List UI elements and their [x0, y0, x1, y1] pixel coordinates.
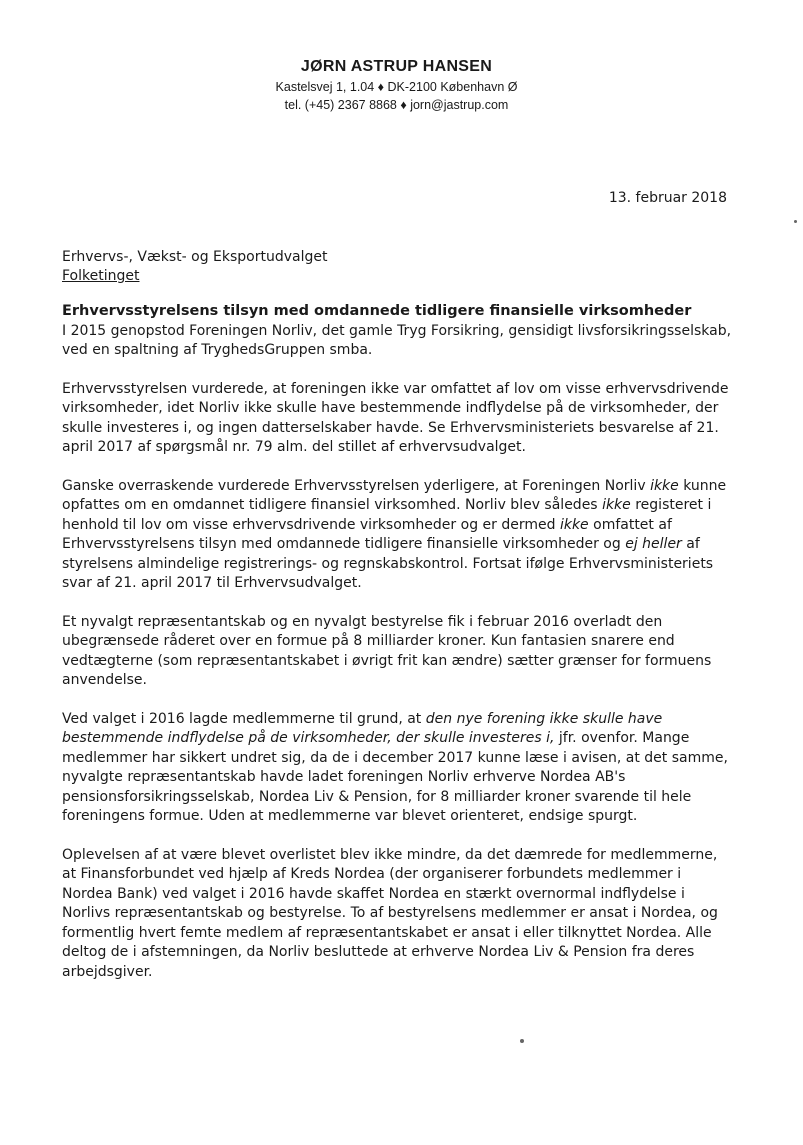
recipient-committee: Erhvervs-, Vækst- og Eksportudvalget — [62, 249, 328, 265]
paragraph-1: I 2015 genopstod Foreningen Norliv, det gamle Tryg Forsikring, gensidigt livsforsikringsselskab, ved en spaltning af TryghedsGruppen smba. — [62, 322, 732, 358]
sender-address: Kastelsvej 1, 1.04 ♦ DK-2100 København Ø — [275, 80, 518, 94]
p5-text-a: Ved valget i 2016 lagde medlemmerne til grund, at — [62, 710, 426, 727]
p5-italic-1: den nye forening ikke skulle have bestemmende indflydelse på de virksomheder, der skulle investeres i, — [62, 710, 663, 746]
letter-date: 13. februar 2018 — [608, 190, 727, 206]
paragraph-4: Et nyvalgt repræsentantskab og en nyvalgt bestyrelse fik i februar 2016 overladt den ubegrænsede råderet over en formue på 8 milliarder kroner. Kun fantasien snarere end vedtægterne (som repræsentantskabet i øvrigt frit kan ændre) sætter grænser for formuens anvendelse. — [62, 613, 712, 688]
p3-italic-3: ikke — [559, 516, 589, 533]
recipient-parliament: Folketinget — [62, 268, 140, 284]
p3-italic-4: ej heller — [625, 536, 682, 552]
recipient-block — [62, 248, 327, 286]
paragraph-3 — [62, 477, 732, 594]
p3-text-d: omfattet af Erhvervsstyrelsens tilsyn med omdannede tidligere finansielle virksomheder og — [62, 516, 672, 552]
p3-italic-2: ikke — [602, 497, 631, 513]
paragraph-5 — [62, 710, 732, 827]
p3-text-b: kunne opfattes om en omdannet tidligere finansiel virksomhed. Norliv blev således — [62, 477, 727, 513]
p3-text-e: af styrelsens almindelige registrerings- og regnskabskontrol. Fortsat ifølge Erhvervsministeriets svar af 21. april 2017 til Erhvervsudvalget. — [62, 536, 714, 591]
scan-speck — [794, 220, 797, 223]
sender-contact: tel. (+45) 2367 8868 ♦ jorn@jastrup.com — [284, 98, 509, 112]
letter-heading: Erhvervsstyrelsens tilsyn med omdannede tidligere finansielle virksomheder — [62, 303, 692, 319]
p3-text-a: Ganske overraskende vurderede Erhvervsstyrelsen yderligere, at Foreningen Norliv — [62, 477, 651, 494]
sender-name: JØRN ASTRUP HANSEN — [300, 58, 493, 75]
scan-speck — [520, 1039, 524, 1043]
paragraph-6: Oplevelsen af at være blevet overlistet blev ikke mindre, da det dæmrede for medlemmerne, at Finansforbundet ved hjælp af Kreds Nordea (der organiserer forbundets medlemmer i Nordea Bank) ved valget i 2016 havde skaffet Nordea en stærkt overnormal indflydelse i Norlivs repræsentantskab og bestyrelse. To af bestyrelsens medlemmer er ansat i Nordea, og formentlig hvert femte medlem af repræsentantskabet er ansat i eller tilknyttet Nordea. Alle deltog de i afstemningen, da Norliv besluttede at erhverve Nordea Liv & Pension fra deres arbejdsgiver. — [62, 846, 718, 980]
p5-text-b: jfr. ovenfor. Mange medlemmer har sikkert undret sig, da de i december 2017 kunne læse i avisen, at det samme, nyvalgte repræsentantskab havde ladet foreningen Norliv erhverve Nordea AB's pensionsforsikringsselskab, Nordea Liv & Pension, for 8 milliarder kroner svarende til hele foreningens formue. Uden at medlemmerne var blevet orienteret, endsige spurgt. — [62, 730, 728, 824]
paragraph-2: Erhvervsstyrelsen vurderede, at foreningen ikke var omfattet af lov om visse erhvervsdrivende virksomheder, idet Norliv ikke skulle have bestemmende indflydelse på de virksomheder, der skulle investeres i, og ingen datterselskaber havde. Se Erhvervsministeriets besvarelse af 21. april 2017 af spørgsmål nr. 79 alm. del stillet af erhvervsudvalget. — [62, 380, 729, 455]
letterhead — [0, 58, 803, 112]
p3-italic-1: ikke — [650, 477, 679, 494]
p3-text-c: registeret i henhold til lov om visse erhvervsdrivende virksomheder og er dermed — [62, 497, 712, 533]
letter-body — [62, 302, 732, 1001]
